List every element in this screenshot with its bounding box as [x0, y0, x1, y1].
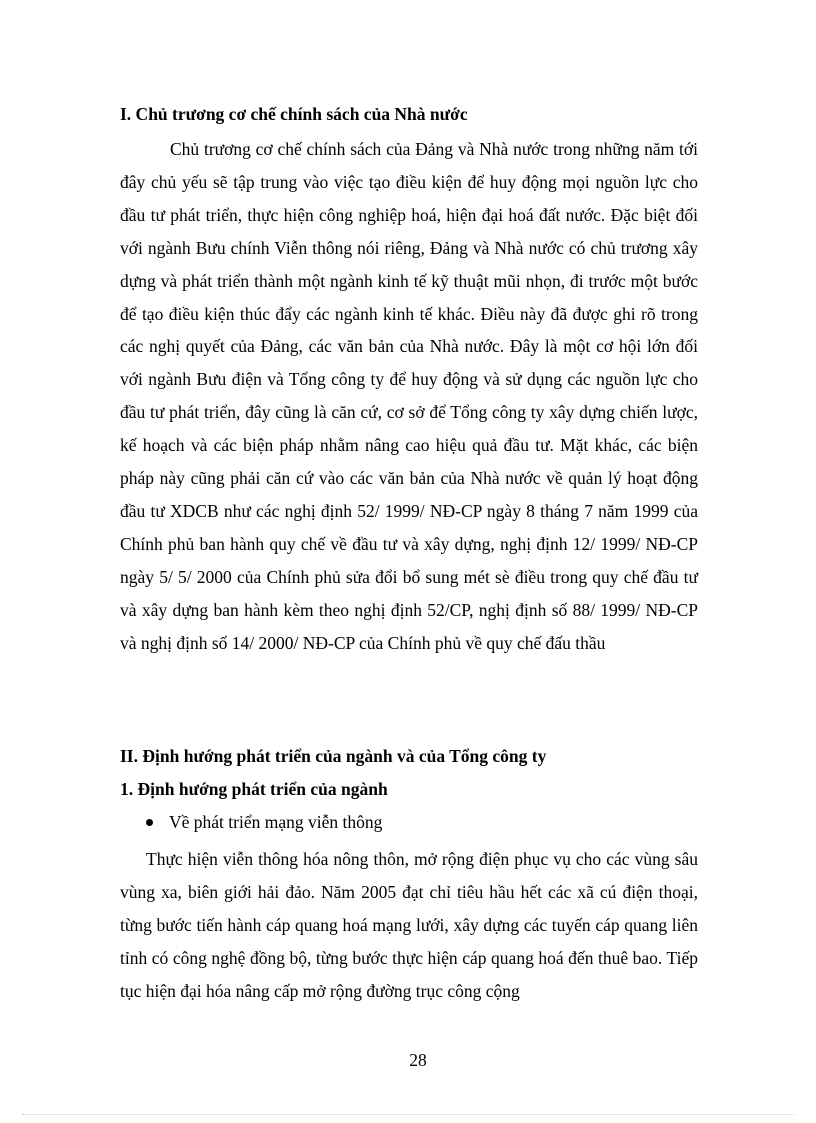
section-1-heading: I. Chủ trương cơ chế chính sách của Nhà nước — [120, 104, 468, 124]
page-number: 28 — [409, 1050, 427, 1070]
footer-divider — [22, 1114, 794, 1115]
section-2-paragraph: Thực hiện viễn thông hóa nông thôn, mở rộng điện phục vụ cho các vùng sâu vùng xa, biên giới hải đảo. Năm 2005 đạt chỉ tiêu hầu hết các xã cú điện thoại, từng bước tiến hành cáp quang hoá mạng lưới, xây dựng các tuyến cáp quang liên tỉnh có công nghệ đồng bộ, từng bước thực hiện cáp quang hoá đến thuê bao. Tiếp tục hiện đại hóa nâng cấp mở rộng đường trục công cộng — [120, 849, 698, 1001]
bullet-item-label: Về phát triển mạng viễn thông — [169, 812, 383, 832]
subsection-1-heading: 1. Định hướng phát triển của ngành — [120, 779, 388, 799]
section-2-heading: II. Định hướng phát triển của ngành và của Tổng công ty — [120, 746, 547, 766]
bullet-item — [146, 812, 382, 833]
bullet-dot-icon — [146, 819, 153, 826]
section-1-paragraph: Chủ trương cơ chế chính sách của Đảng và Nhà nước trong những năm tới đây chủ yếu sẽ tập trung vào việc tạo điều kiện để huy động mọi nguồn lực cho đầu tư phát triển, thực hiện công nghiệp hoá, hiện đại hoá đất nước. Đặc biệt đối với ngành Bưu chính Viễn thông nói riêng, Đảng và Nhà nước có chủ trương xây dựng và phát triển thành một ngành kinh tế kỹ thuật mũi nhọn, đi trước một bước để tạo điều kiện thúc đẩy các ngành kinh tế khác. Điều này đã được ghi rõ trong các nghị quyết của Đảng, các văn bản của Nhà nước. Đây là một cơ hội lớn đối với ngành Bưu điện và Tổng công ty để huy động và sử dụng các nguồn lực cho đầu tư phát triển, đây cũng là căn cứ, cơ sở để Tổng công ty xây dựng chiến lược, kế hoạch và các biện pháp nhằm nâng cao hiệu quả đầu tư. Mặt khác, các biện pháp này cũng phải căn cứ vào các văn bản của Nhà nước về quản lý hoạt động đầu tư XDCB như các nghị định 52/ 1999/ NĐ-CP ngày 8 tháng 7 năm 1999 của Chính phủ ban hành quy chế về đầu tư và xây dựng, nghị định 12/ 1999/ NĐ-CP ngày 5/ 5/ 2000 của Chính phủ sửa đổi bổ sung mét sè điều trong quy chế đầu tư và xây dựng ban hành kèm theo nghị định 52/CP, nghị định số 88/ 1999/ NĐ-CP và nghị định số 14/ 2000/ NĐ-CP của Chính phủ về quy chế đấu thầu — [120, 139, 698, 653]
